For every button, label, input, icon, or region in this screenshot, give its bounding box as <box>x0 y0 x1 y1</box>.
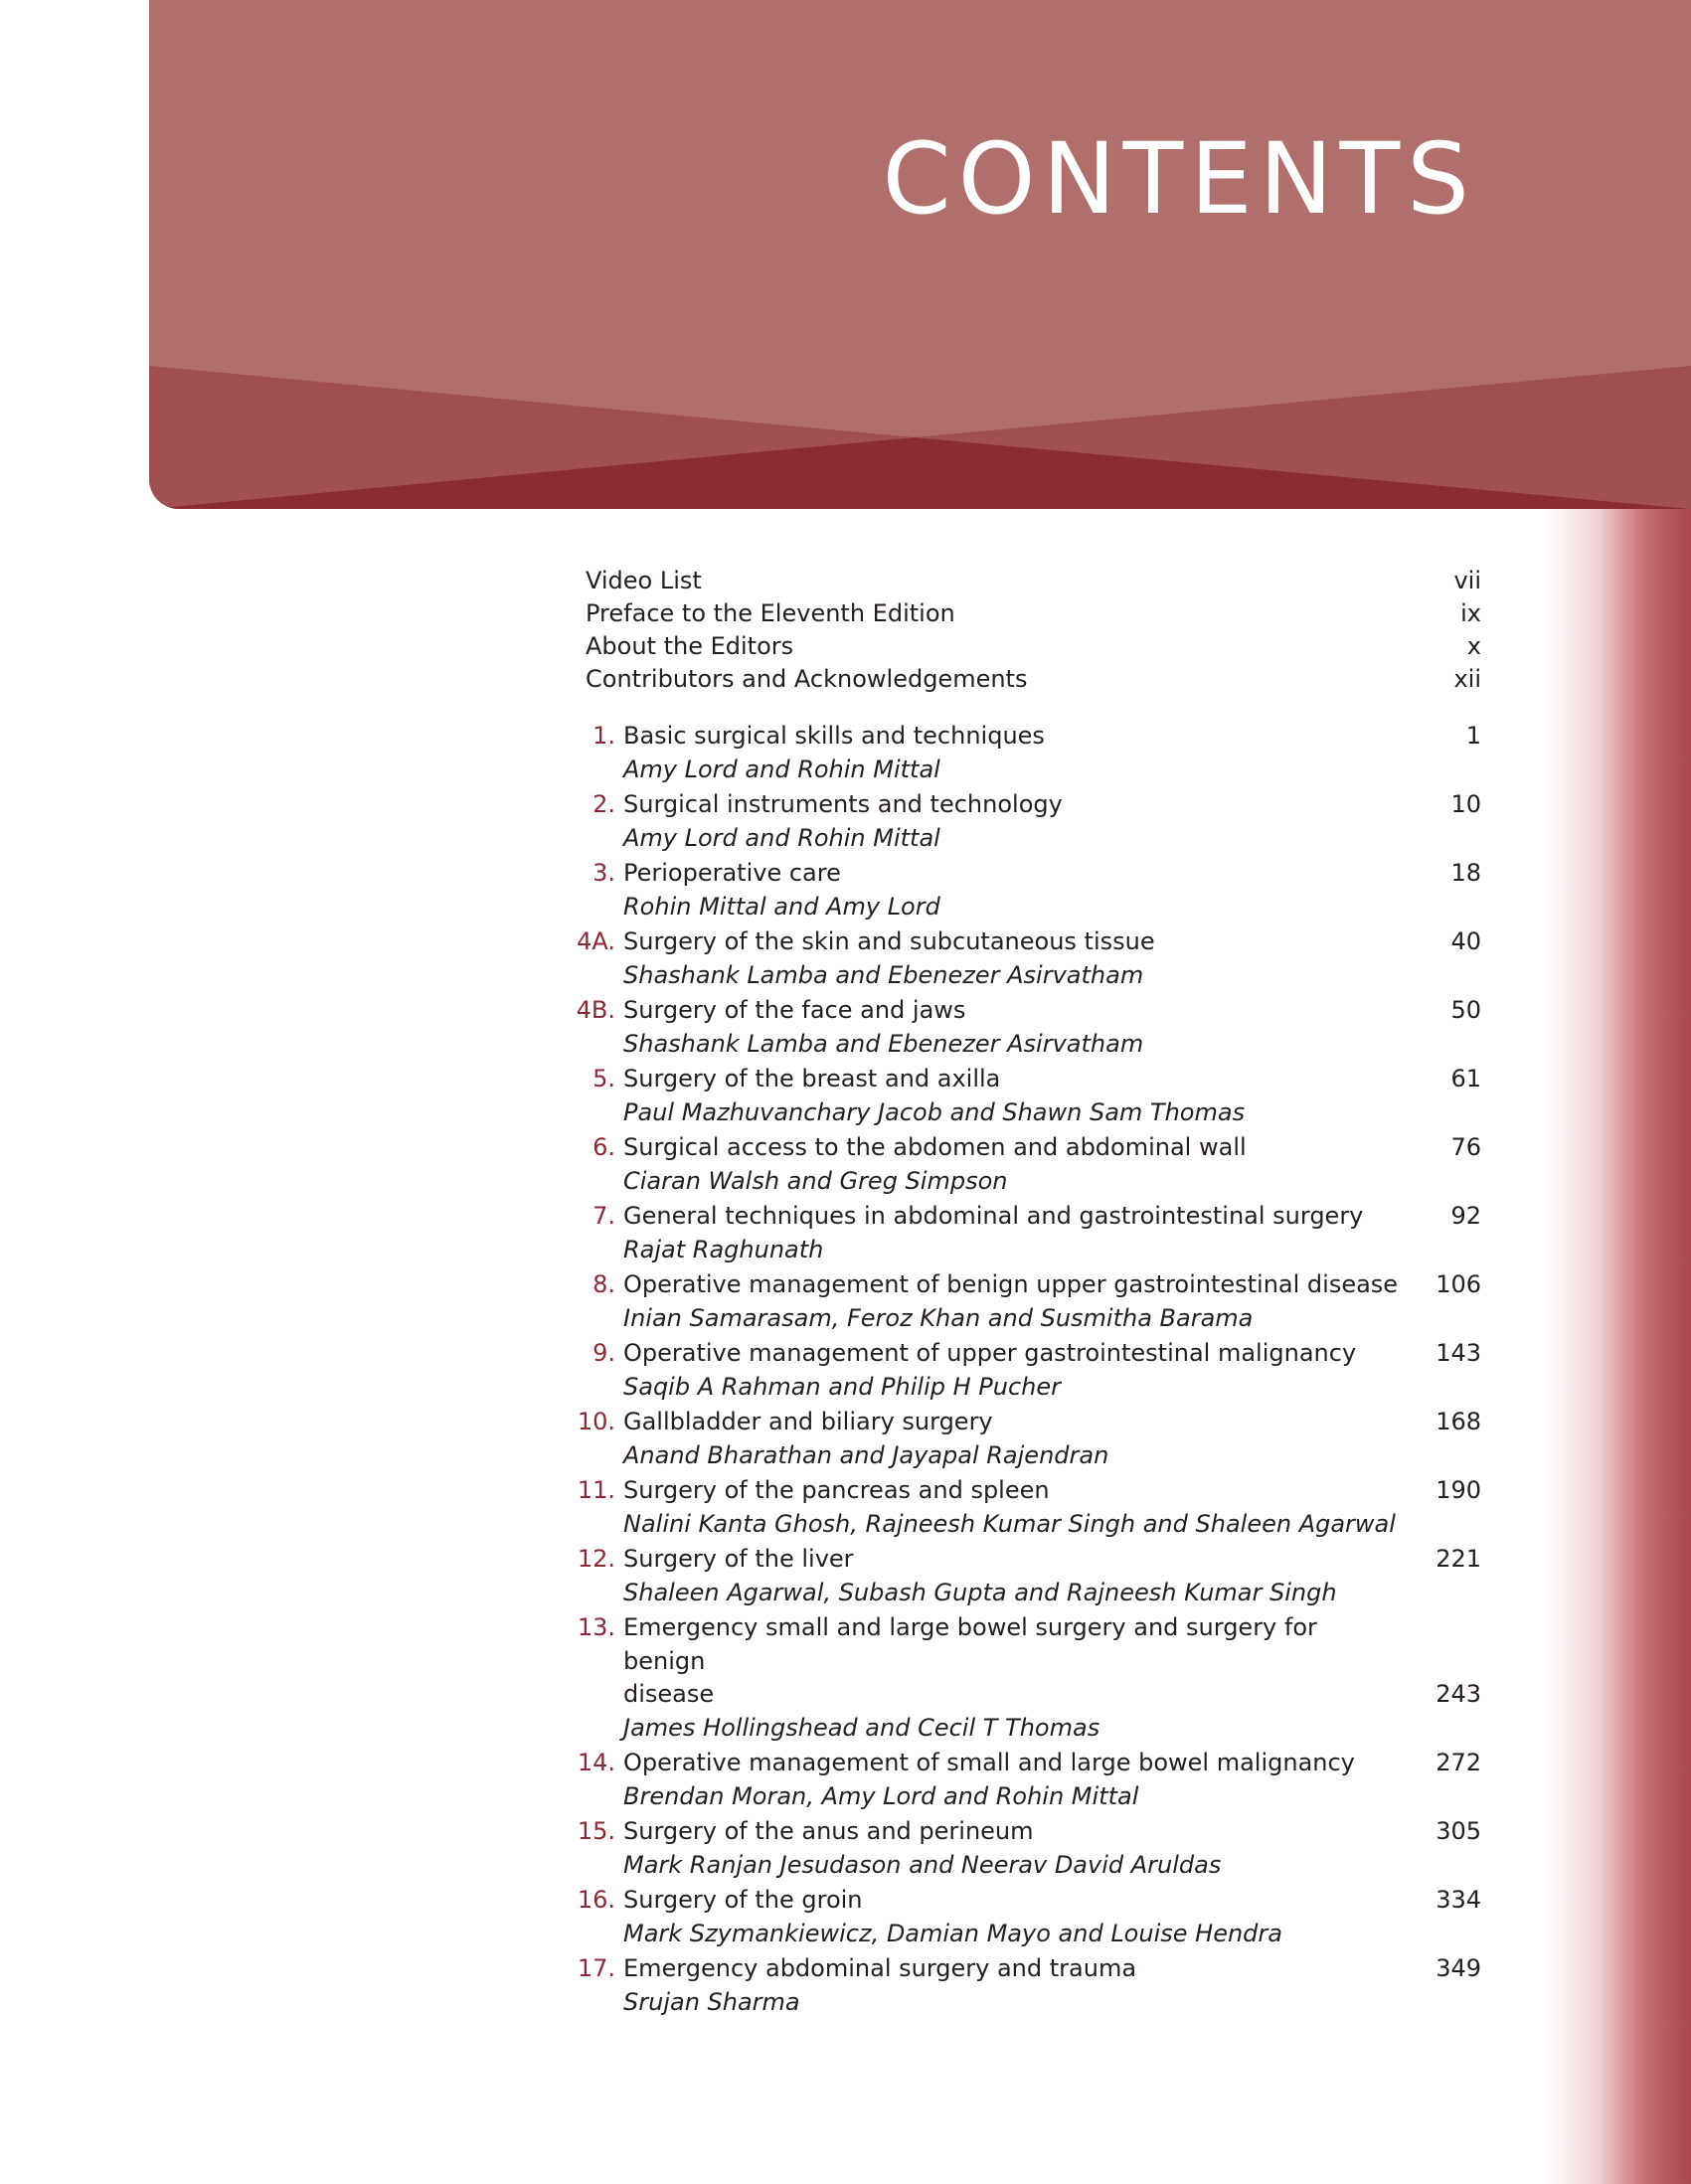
header-background <box>149 0 1691 509</box>
chapter-authors: Amy Lord and Rohin Mittal <box>623 755 940 783</box>
chapter-number: 16. <box>577 1886 615 1914</box>
chapter-entry[interactable] <box>567 1337 1481 1404</box>
chapter-number: 1. <box>592 722 615 750</box>
chapter-page: 272 <box>1436 1749 1481 1776</box>
chapter-entry[interactable] <box>567 1884 1481 1950</box>
chapter-entry[interactable] <box>567 1815 1481 1882</box>
front-matter-page: vii <box>1453 567 1481 594</box>
chapter-number: 13. <box>577 1613 615 1641</box>
chapter-entry[interactable] <box>567 788 1481 855</box>
chapter-entry[interactable] <box>567 1268 1481 1335</box>
chapter-number: 6. <box>592 1133 615 1161</box>
chapter-page: 76 <box>1450 1133 1481 1161</box>
front-matter-label: About the Editors <box>586 632 794 660</box>
chapter-title: Operative management of benign upper gastrointestinal disease <box>623 1270 1399 1298</box>
chapter-authors: Mark Szymankiewicz, Damian Mayo and Louise Hendra <box>623 1919 1282 1947</box>
chapter-title: Operative management of upper gastrointestinal malignancy <box>623 1339 1357 1367</box>
front-matter-page: ix <box>1460 599 1481 627</box>
chapter-page: 61 <box>1450 1065 1481 1092</box>
chapter-number: 7. <box>592 1202 615 1230</box>
front-matter-item[interactable] <box>567 565 1481 597</box>
chapter-entry[interactable] <box>567 1611 1481 1745</box>
chapter-title: Surgery of the anus and perineum <box>623 1817 1034 1845</box>
chapter-page: 349 <box>1436 1954 1481 1982</box>
chapter-number: 10. <box>577 1408 615 1435</box>
chapter-authors: Ciaran Walsh and Greg Simpson <box>623 1166 1008 1195</box>
chapter-number: 14. <box>577 1749 615 1776</box>
side-decorative-strip <box>1546 509 1691 2184</box>
chapter-page: 305 <box>1436 1817 1481 1845</box>
chapter-authors: Rajat Raghunath <box>623 1235 824 1263</box>
front-matter-label: Contributors and Acknowledgements <box>586 665 1028 693</box>
chapter-page: 92 <box>1450 1202 1481 1230</box>
chapter-number: 17. <box>577 1954 615 1982</box>
chapter-authors: Srujan Sharma <box>623 1987 800 2016</box>
chapter-page: 106 <box>1436 1270 1481 1298</box>
chapter-title: Emergency abdominal surgery and trauma <box>623 1954 1137 1982</box>
chapter-number: 8. <box>592 1270 615 1298</box>
chapter-page: 190 <box>1436 1476 1481 1504</box>
chapter-title: Perioperative care <box>623 859 841 887</box>
chapter-page: 18 <box>1450 859 1481 887</box>
chapter-number: 15. <box>577 1817 615 1845</box>
chapter-page: 1 <box>1465 722 1481 750</box>
chapter-entry[interactable] <box>567 1747 1481 1813</box>
chapter-number: 9. <box>592 1339 615 1367</box>
front-matter-label: Video List <box>586 567 702 594</box>
chapter-entry[interactable] <box>567 925 1481 992</box>
chapter-number: 11. <box>577 1476 615 1504</box>
chapter-number: 4A. <box>577 927 615 955</box>
chapter-authors: Amy Lord and Rohin Mittal <box>623 823 940 852</box>
table-of-contents <box>567 565 1481 2021</box>
chapter-title: General techniques in abdominal and gastrointestinal surgery <box>623 1202 1364 1230</box>
chapter-entry[interactable] <box>567 994 1481 1061</box>
chapter-authors: Anand Bharathan and Jayapal Rajendran <box>623 1440 1109 1469</box>
chapter-page: 221 <box>1436 1545 1481 1573</box>
chapter-page: 10 <box>1450 790 1481 818</box>
chapter-authors: Saqib A Rahman and Philip H Pucher <box>623 1372 1062 1401</box>
chapter-title: Basic surgical skills and techniques <box>623 722 1045 750</box>
chapter-title: Surgical instruments and technology <box>623 790 1063 818</box>
chapter-entry[interactable] <box>567 720 1481 786</box>
front-matter-item[interactable] <box>567 630 1481 663</box>
chapter-number: 3. <box>592 859 615 887</box>
chapter-authors: Brendan Moran, Amy Lord and Rohin Mittal <box>623 1781 1139 1810</box>
chapter-entry[interactable] <box>567 1474 1481 1541</box>
front-matter-page: xii <box>1453 665 1481 693</box>
header-band <box>149 0 1691 509</box>
chapter-authors: Shaleen Agarwal, Subash Gupta and Rajneesh Kumar Singh <box>623 1578 1337 1606</box>
chapter-page: 243 <box>1436 1680 1481 1708</box>
chapter-authors: Inian Samarasam, Feroz Khan and Susmitha Barama <box>623 1303 1254 1332</box>
chapter-entry[interactable] <box>567 1131 1481 1198</box>
chapter-page: 334 <box>1436 1886 1481 1914</box>
chapter-entry[interactable] <box>567 1200 1481 1266</box>
chapter-title: Surgery of the liver <box>623 1545 854 1573</box>
chapter-title: Surgery of the skin and subcutaneous tissue <box>623 927 1155 955</box>
chapter-authors: Mark Ranjan Jesudason and Neerav David Aruldas <box>623 1850 1222 1879</box>
chapter-authors: Paul Mazhuvanchary Jacob and Shawn Sam Thomas <box>623 1097 1246 1126</box>
chapter-entry[interactable] <box>567 1543 1481 1609</box>
chapter-page: 143 <box>1436 1339 1481 1367</box>
front-matter-item[interactable] <box>567 663 1481 696</box>
chapter-title: Surgery of the pancreas and spleen <box>623 1476 1050 1504</box>
chapter-authors: Shashank Lamba and Ebenezer Asirvatham <box>623 960 1144 989</box>
chapter-title: Gallbladder and biliary surgery <box>623 1408 993 1435</box>
chapter-title: Surgery of the face and jaws <box>623 996 966 1024</box>
chapter-page: 168 <box>1436 1408 1481 1435</box>
front-matter-list <box>567 565 1481 696</box>
chapter-title: Surgery of the groin <box>623 1886 863 1914</box>
chapter-number: 2. <box>592 790 615 818</box>
chapter-number: 5. <box>592 1065 615 1092</box>
chapter-page: 40 <box>1450 927 1481 955</box>
chapter-authors: Shashank Lamba and Ebenezer Asirvatham <box>623 1029 1144 1058</box>
chapter-title: Emergency small and large bowel surgery and surgery for benign <box>623 1613 1317 1675</box>
chapter-authors: James Hollingshead and Cecil T Thomas <box>623 1713 1100 1742</box>
chapter-page: 50 <box>1450 996 1481 1024</box>
front-matter-label: Preface to the Eleventh Edition <box>586 599 955 627</box>
chapter-entry[interactable] <box>567 1406 1481 1472</box>
chapter-entry[interactable] <box>567 1952 1481 2019</box>
chapter-authors: Nalini Kanta Ghosh, Rajneesh Kumar Singh and Shaleen Agarwal <box>623 1509 1396 1538</box>
chapter-title: Surgical access to the abdomen and abdominal wall <box>623 1133 1247 1161</box>
chapter-number: 12. <box>577 1545 615 1573</box>
chapter-entry[interactable] <box>567 857 1481 924</box>
front-matter-item[interactable] <box>567 597 1481 630</box>
chapter-title-continued: disease <box>623 1680 715 1708</box>
chapter-title: Surgery of the breast and axilla <box>623 1065 1001 1092</box>
front-matter-page: x <box>1466 632 1481 660</box>
chapter-entry[interactable] <box>567 1063 1481 1129</box>
chapter-number: 4B. <box>576 996 615 1024</box>
chapter-authors: Rohin Mittal and Amy Lord <box>623 892 940 921</box>
page-title: CONTENTS <box>882 122 1476 237</box>
chapter-list <box>567 720 1481 2019</box>
chapter-title: Operative management of small and large bowel malignancy <box>623 1749 1355 1776</box>
